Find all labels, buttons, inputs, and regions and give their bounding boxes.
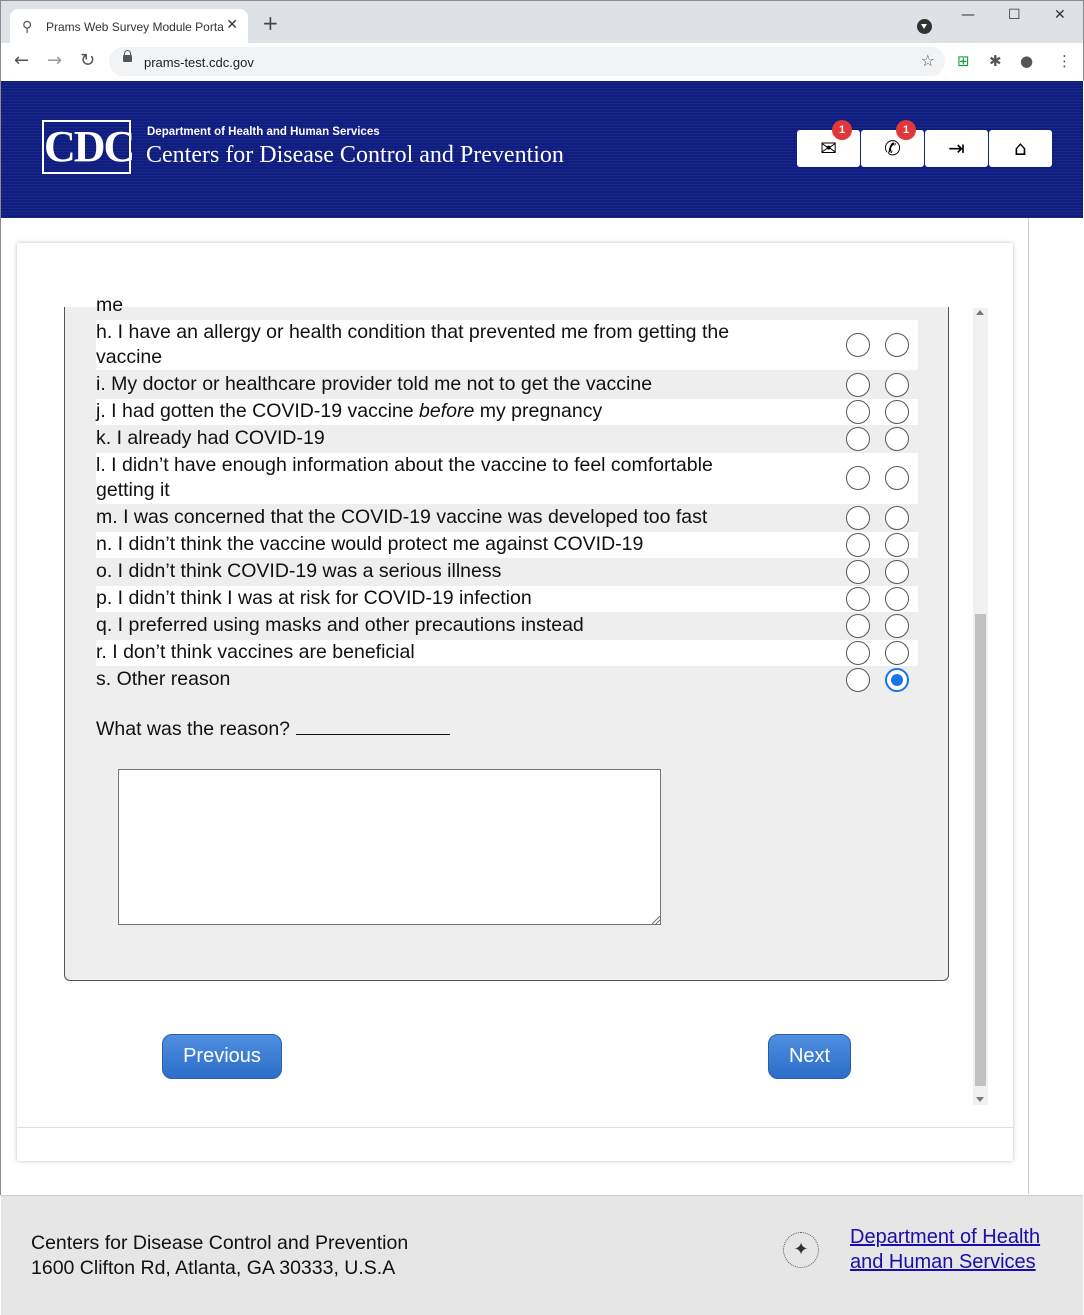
item-label-s: s. Other reason xyxy=(96,668,231,690)
radio-q-no[interactable] xyxy=(846,614,870,638)
item-label-h-line1: h. I have an allergy or health condition that prevented me from getting the xyxy=(96,321,730,343)
envelope-icon: ✉ xyxy=(820,136,837,160)
previous-button[interactable]: Previous xyxy=(162,1034,282,1079)
back-icon[interactable]: ← xyxy=(14,50,30,71)
site-footer xyxy=(1,1195,1083,1315)
vertical-scrollbar[interactable] xyxy=(973,308,988,1105)
item-label-h-line2: vaccine xyxy=(96,346,163,368)
question-row-s xyxy=(96,667,918,693)
hhs-eagle-logo-icon: ✦ xyxy=(783,1232,819,1268)
page-border xyxy=(1028,218,1029,1194)
question-row-n xyxy=(96,532,918,558)
clipped-text-row xyxy=(96,293,918,315)
reason-prompt-text: What was the reason? xyxy=(96,718,291,740)
clipped-text: me xyxy=(96,294,124,316)
url-text: prams-test.cdc.gov xyxy=(144,55,254,70)
item-label-l xyxy=(96,453,826,503)
item-label-o: o. I didn’t think COVID-19 was a serious illness xyxy=(96,560,502,582)
bookmark-star-icon[interactable]: ☆ xyxy=(920,51,935,70)
item-label-r: r. I don’t think vaccines are beneficial xyxy=(96,641,415,663)
new-tab-icon[interactable]: + xyxy=(262,11,279,35)
radio-l-yes[interactable] xyxy=(885,466,909,490)
maximize-icon[interactable]: ☐ xyxy=(1008,7,1021,23)
browser-tab[interactable] xyxy=(10,9,248,45)
item-label-j-emphasis: before xyxy=(419,400,475,422)
phone-badge: 1 xyxy=(896,120,916,140)
radio-r-yes[interactable] xyxy=(885,641,909,665)
puzzle-extensions-icon[interactable]: ✱ xyxy=(989,52,1002,70)
item-label-j-prefix: j. I had gotten the COVID-19 vaccine xyxy=(96,400,420,422)
footer-address: 1600 Clifton Rd, Atlanta, GA 30333, U.S.A xyxy=(31,1257,396,1279)
radio-p-yes[interactable] xyxy=(885,587,909,611)
item-label-j xyxy=(96,399,826,424)
browser-tab-bar xyxy=(0,0,1084,43)
reason-prompt xyxy=(96,718,450,741)
exit-icon: ⇥ xyxy=(948,136,965,160)
home-icon: ⌂ xyxy=(1014,136,1027,160)
survey-card xyxy=(17,243,1013,1161)
radio-r-no[interactable] xyxy=(846,641,870,665)
question-row-r xyxy=(96,640,918,666)
stroller-favicon-icon: ⚲ xyxy=(22,19,33,35)
radio-m-yes[interactable] xyxy=(885,506,909,530)
radio-k-yes[interactable] xyxy=(885,427,909,451)
hhs-link-line2[interactable]: and Human Services xyxy=(850,1251,1036,1273)
hhs-link-line1[interactable]: Department of Health xyxy=(850,1226,1041,1248)
radio-j-no[interactable] xyxy=(846,400,870,424)
browser-toolbar xyxy=(0,43,1084,81)
radio-n-no[interactable] xyxy=(846,533,870,557)
footer-org-name: Centers for Disease Control and Prevention xyxy=(31,1232,409,1254)
radio-o-yes[interactable] xyxy=(885,560,909,584)
radio-i-yes[interactable] xyxy=(885,373,909,397)
radio-k-no[interactable] xyxy=(846,427,870,451)
question-row-h xyxy=(96,320,918,370)
item-label-n: n. I didn’t think the vaccine would protect me against COVID-19 xyxy=(96,533,644,555)
messages-badge: 1 xyxy=(832,120,852,140)
next-button[interactable]: Next xyxy=(768,1034,851,1079)
lock-icon xyxy=(123,55,132,62)
tab-title: Prams Web Survey Module Porta xyxy=(46,20,224,34)
logout-button[interactable] xyxy=(925,130,988,167)
messages-button[interactable] xyxy=(797,124,860,167)
radio-o-no[interactable] xyxy=(846,560,870,584)
minimize-icon[interactable]: — xyxy=(961,7,975,23)
card-divider xyxy=(17,1127,1013,1128)
item-label-p: p. I didn’t think I was at risk for COVID-19 infection xyxy=(96,587,532,609)
question-row-o xyxy=(96,559,918,585)
window-close-icon[interactable]: ✕ xyxy=(1054,7,1066,23)
home-button[interactable] xyxy=(989,130,1052,167)
question-row-i xyxy=(96,372,918,398)
item-label-l-line2: getting it xyxy=(96,479,170,501)
question-row-m xyxy=(96,505,918,531)
scroll-down-icon[interactable] xyxy=(976,1097,984,1102)
menu-kebab-icon[interactable]: ⋮ xyxy=(1057,52,1072,70)
item-label-l-line1: l. I didn’t have enough information about the vaccine to feel comfortable xyxy=(96,454,713,476)
scroll-up-icon[interactable] xyxy=(976,310,984,315)
radio-l-no[interactable] xyxy=(846,466,870,490)
reload-icon[interactable]: ↻ xyxy=(80,50,96,71)
close-tab-icon[interactable]: ✕ xyxy=(226,17,238,33)
radio-s-yes[interactable] xyxy=(885,668,909,692)
radio-m-no[interactable] xyxy=(846,506,870,530)
profile-avatar-icon[interactable]: ● xyxy=(1020,52,1034,70)
window-border xyxy=(0,81,1,1195)
item-label-m: m. I was concerned that the COVID-19 vaccine was developed too fast xyxy=(96,506,708,528)
resize-handle-icon[interactable] xyxy=(652,916,660,924)
radio-s-no[interactable] xyxy=(846,668,870,692)
item-label-h xyxy=(96,320,826,370)
item-label-q: q. I preferred using masks and other precautions instead xyxy=(96,614,584,636)
extension-icon[interactable]: ⊞ xyxy=(957,52,970,70)
forward-icon[interactable]: → xyxy=(47,50,63,71)
item-label-i: i. My doctor or healthcare provider told me not to get the vaccine xyxy=(96,373,653,395)
scrollbar-thumb[interactable] xyxy=(975,614,986,1086)
question-row-l xyxy=(96,453,918,504)
department-name: Department of Health and Human Services xyxy=(147,126,380,138)
radio-j-yes[interactable] xyxy=(885,400,909,424)
reason-underline xyxy=(296,734,450,735)
tab-search-icon[interactable] xyxy=(917,19,932,34)
phone-button[interactable] xyxy=(861,124,924,167)
org-name: Centers for Disease Control and Prevention xyxy=(146,142,564,168)
radio-h-no[interactable] xyxy=(846,333,870,357)
reason-textarea[interactable] xyxy=(118,769,661,925)
question-row-j xyxy=(96,399,918,425)
radio-q-yes[interactable] xyxy=(885,614,909,638)
phone-icon: ✆ xyxy=(884,136,901,160)
radio-n-yes[interactable] xyxy=(885,533,909,557)
radio-i-no[interactable] xyxy=(846,373,870,397)
item-label-j-suffix: my pregnancy xyxy=(474,400,603,422)
radio-p-no[interactable] xyxy=(846,587,870,611)
radio-h-yes[interactable] xyxy=(885,333,909,357)
question-row-p xyxy=(96,586,918,612)
address-bar[interactable] xyxy=(109,47,945,76)
question-row-k xyxy=(96,426,918,452)
site-header xyxy=(1,81,1083,218)
question-panel xyxy=(64,294,949,981)
cdc-logo[interactable]: CDC xyxy=(42,120,131,174)
item-label-k: k. I already had COVID-19 xyxy=(96,427,325,449)
question-row-q xyxy=(96,613,918,639)
